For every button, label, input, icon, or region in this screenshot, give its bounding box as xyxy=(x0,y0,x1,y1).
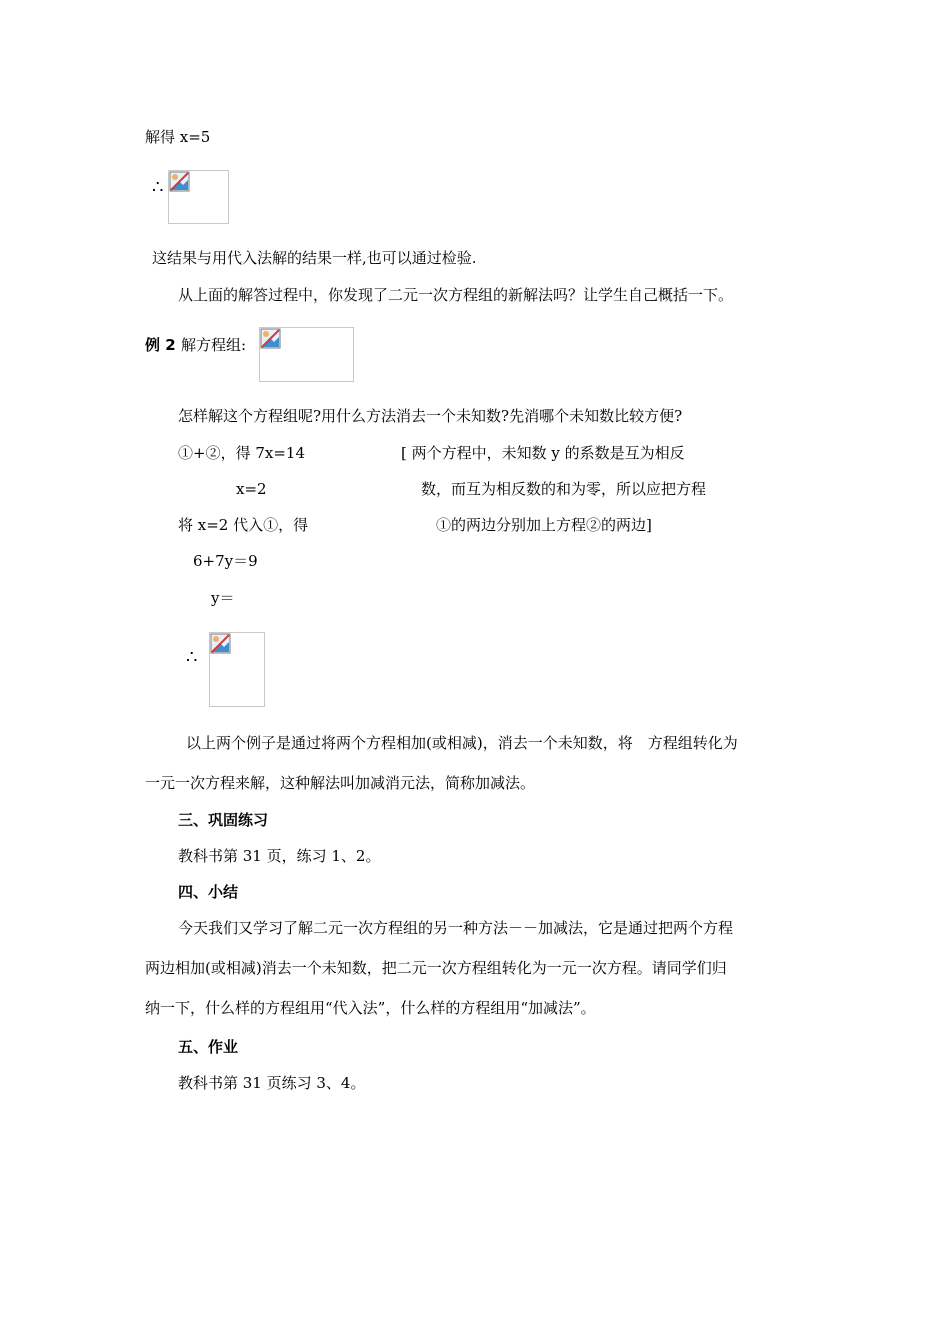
step-substitute: 将 x=2 代入①，得 xyxy=(178,516,309,534)
method-question: 从上面的解答过程中，你发现了二元一次方程组的新解法吗？让学生自己概括一下。 xyxy=(178,286,734,304)
summary-line-2: 一元一次方程来解，这种解法叫加减消元法，简称加减法。 xyxy=(145,774,536,792)
summary-line-1: 以上两个例子是通过将两个方程相加(或相减)，消去一个未知数，将 方程组转化为 xyxy=(186,734,738,752)
example-question: 怎样解这个方程组呢?用什么方法消去一个未知数?先消哪个未知数比较方便? xyxy=(178,407,683,425)
step-equation: 6+7y＝9 xyxy=(193,552,258,570)
step-y: y＝ xyxy=(211,589,235,607)
broken-image-icon xyxy=(259,327,354,382)
example-title: 解方程组: xyxy=(181,336,247,354)
section-heading: 五、作业 xyxy=(178,1038,239,1056)
summary-text-line-3: 纳一下，什么样的方程组用“代入法”，什么样的方程组用“加减法”。 xyxy=(145,999,596,1017)
step-add: ①+②，得 7x=14 xyxy=(178,444,305,462)
therefore-symbol: ∴ xyxy=(186,647,198,668)
step-x: x=2 xyxy=(236,480,267,498)
note-line-3: ①的两边分别加上方程②的两边] xyxy=(436,516,652,534)
broken-image-icon xyxy=(209,632,265,707)
result-note: 这结果与用代入法解的结果一样,也可以通过检验. xyxy=(152,249,477,267)
homework-text: 教科书第 31 页练习 3、4。 xyxy=(178,1074,366,1092)
summary-text-line-1: 今天我们又学习了解二元一次方程组的另一种方法－－加减法，它是通过把两个方程 xyxy=(178,919,734,937)
example-label: 例 2 xyxy=(145,336,176,354)
section-text: 教科书第 31 页，练习 1、2。 xyxy=(178,847,381,865)
therefore-symbol: ∴ xyxy=(152,177,164,198)
section-heading: 四、小结 xyxy=(178,883,239,901)
broken-image-icon xyxy=(168,170,229,224)
section-heading: 三、巩固练习 xyxy=(178,811,269,829)
note-line-1: [ 两个方程中，未知数 y 的系数是互为相反 xyxy=(401,444,685,462)
solve-line: 解得 x=5 xyxy=(145,128,211,146)
note-line-2: 数，而互为相反数的和为零，所以应把方程 xyxy=(421,480,707,498)
summary-text-line-2: 两边相加(或相减)消去一个未知数，把二元一次方程组转化为一元一次方程。请同学们归 xyxy=(145,959,727,977)
